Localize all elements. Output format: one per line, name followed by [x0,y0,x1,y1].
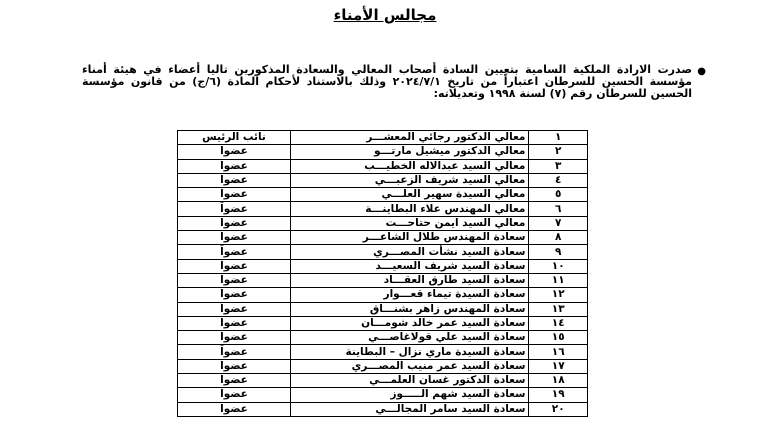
table-row [178,402,588,416]
member-role: عضواً [178,316,291,330]
member-name: معالي السيدة سهير العلـــي [291,188,529,202]
member-name: معالي الدكتور ميشيل مارتـــو [291,145,529,159]
member-role: نائب الرئيس [178,131,291,145]
table-row [178,374,588,388]
table-row [178,302,588,316]
table-row [178,231,588,245]
bullet-icon: ● [697,66,706,77]
table-row [178,202,588,216]
member-name: سعادة السيد نشأت المصـــري [291,245,529,259]
member-number: ٢٠ [529,402,588,416]
member-role: عضواً [178,359,291,373]
table-row [178,173,588,187]
member-number: ٨ [529,231,588,245]
member-role: عضواً [178,402,291,416]
table-row [178,331,588,345]
member-name: سعادة السيد شهم الـــــوز [291,388,529,402]
table-row [178,259,588,273]
member-name: سعادة السيد شريف السعيـــد [291,259,529,273]
table-row [178,131,588,145]
table-row [178,388,588,402]
member-name: سعادة السيد طارق العقـــاد [291,273,529,287]
member-name: معالي السيد عبدالاله الخطيـــب [291,159,529,173]
member-name: سعادة السيد علي قولاغاصـــي [291,331,529,345]
table-row [178,245,588,259]
member-number: ١٨ [529,374,588,388]
member-role: عضواً [178,202,291,216]
member-role: عضواً [178,374,291,388]
member-number: ١٠ [529,259,588,273]
member-role: عضواً [178,188,291,202]
table-row [178,288,588,302]
member-role: عضواً [178,273,291,287]
member-role: عضواً [178,231,291,245]
member-name: سعادة المهندس زاهر بشنـــاق [291,302,529,316]
member-role: عضواً [178,216,291,230]
table-row [178,359,588,373]
table-row [178,345,588,359]
member-role: عضواً [178,288,291,302]
table-row [178,145,588,159]
table-row [178,316,588,330]
member-name: سعادة السيدة تيماء قعـــوار [291,288,529,302]
member-number: ١٤ [529,316,588,330]
member-name: سعادة المهندس طلال الشاعـــر [291,231,529,245]
member-role: عضواً [178,259,291,273]
member-number: ١٦ [529,345,588,359]
member-name: معالي السيد شريف الزعبـــي [291,173,529,187]
member-name: معالي الدكتور رجائي المعشـــر [291,131,529,145]
member-name: سعادة السيد عمر منيب المصـــري [291,359,529,373]
member-number: ٩ [529,245,588,259]
member-number: ١٧ [529,359,588,373]
member-number: ١٩ [529,388,588,402]
member-number: ٣ [529,159,588,173]
member-name: سعادة السيد سامر المجالـــي [291,402,529,416]
member-number: ٦ [529,202,588,216]
table-row [178,188,588,202]
member-role: عضواً [178,388,291,402]
member-number: ٧ [529,216,588,230]
member-number: ١٢ [529,288,588,302]
member-name: سعادة السيدة ماري نزال – البطاينة [291,345,529,359]
member-role: عضواً [178,245,291,259]
table-row [178,216,588,230]
table-row [178,159,588,173]
decree-paragraph: صدرت الارادة الملكية السامية بتعيين السادة أصحاب المعالي والسعادة المذكورين تاليا أعضاء في هيئة أمناء مؤسسة الحسين للسرطان اعتباراً من تاريخ ٢٠٢٤/٧/١ وذلك بالاستناد لأحكام المادة (٦/ج) من قانون مؤسسة الحسين للسرطان رقم (٧) لسنة ١٩٩٨ وتعديلاته: [82,63,692,100]
member-role: عضواً [178,331,291,345]
member-name: معالي المهندس علاء البطاينـــة [291,202,529,216]
member-number: ١٣ [529,302,588,316]
member-name: معالي السيد ايمن حتاحـــت [291,216,529,230]
member-role: عضواً [178,145,291,159]
member-role: عضواً [178,302,291,316]
member-number: ٢ [529,145,588,159]
member-number: ١٥ [529,331,588,345]
table-row [178,273,588,287]
member-name: سعادة الدكتور غسان العلمـــي [291,374,529,388]
member-number: ٥ [529,188,588,202]
member-name: سعادة السيد عمر خالد شومـــان [291,316,529,330]
page-title: مجالس الأمناء [333,6,437,24]
member-number: ١١ [529,273,588,287]
member-number: ٤ [529,173,588,187]
member-role: عضواً [178,159,291,173]
member-role: عضواً [178,173,291,187]
members-table [177,130,588,417]
member-role: عضواً [178,345,291,359]
member-number: ١ [529,131,588,145]
